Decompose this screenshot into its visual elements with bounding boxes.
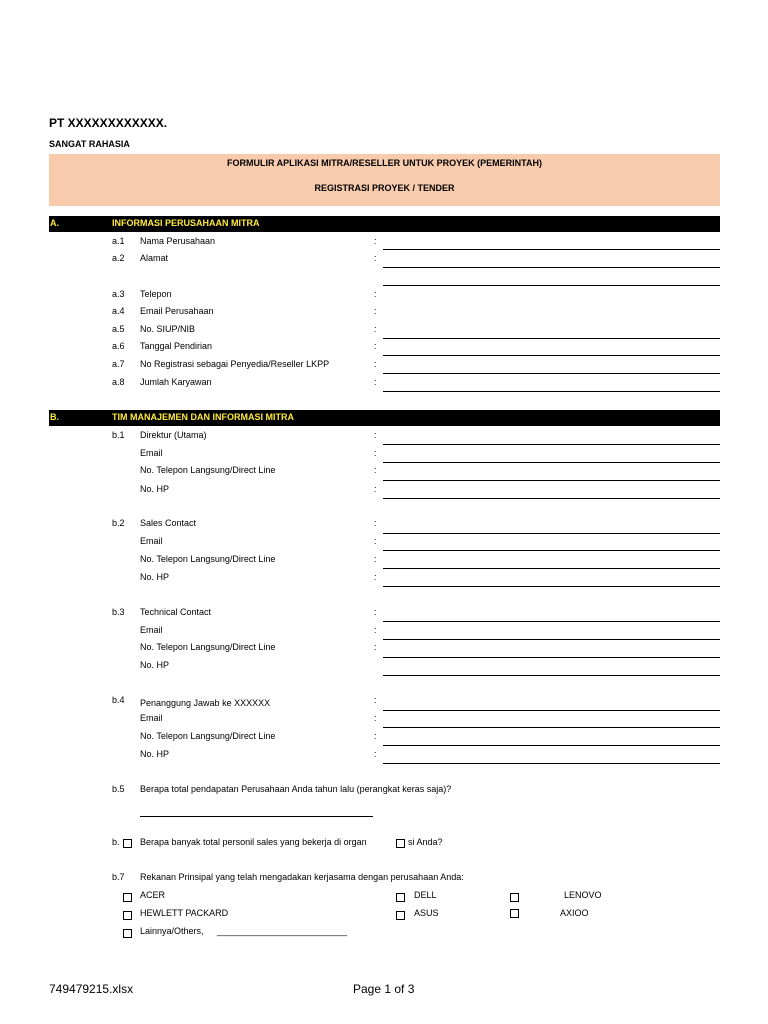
colon: :: [374, 713, 377, 723]
item-number: b.: [112, 837, 120, 847]
sales-contact-direct-line-field[interactable]: [383, 568, 720, 569]
person-in-charge-direct-line-field[interactable]: [383, 745, 720, 746]
field-label-email: Email: [140, 448, 163, 458]
technical-contact-direct-line-field[interactable]: [383, 657, 720, 658]
form-title: FORMULIR APLIKASI MITRA/RESELLER UNTUK PROYEK (PEMERINTAH): [227, 158, 542, 168]
field-label-hp: No. HP: [140, 749, 170, 759]
sales-contact-email-field[interactable]: [383, 550, 720, 551]
colon: :: [374, 572, 377, 582]
company-name: PT XXXXXXXXXXXX.: [49, 116, 168, 130]
colon: :: [374, 253, 377, 263]
technical-contact-email-field[interactable]: [383, 639, 720, 640]
item-number: a.2: [112, 253, 125, 263]
field-label-company-email: Email Perusahaan: [140, 306, 214, 316]
field-label-direct-line: No. Telepon Langsung/Direct Line: [140, 554, 276, 564]
field-label-hp: No. HP: [140, 572, 170, 582]
field-label-direct-line: No. Telepon Langsung/Direct Line: [140, 731, 276, 741]
person-in-charge-name-field[interactable]: [383, 710, 720, 711]
lkpp-registration-field[interactable]: [383, 373, 720, 374]
section-a-letter: A.: [50, 218, 59, 228]
item-number: a.8: [112, 377, 125, 387]
siup-field[interactable]: [383, 338, 720, 339]
field-label-email: Email: [140, 713, 163, 723]
checkbox[interactable]: [123, 839, 132, 848]
item-number: b.1: [112, 430, 125, 440]
field-label-employee-count: Jumlah Karyawan: [140, 377, 212, 387]
footer-page-number: Page 1 of 3: [353, 982, 415, 996]
colon: :: [374, 536, 377, 546]
employee-count-field[interactable]: [383, 391, 720, 392]
colon: :: [374, 324, 377, 334]
field-label-founding-date: Tanggal Pendirian: [140, 341, 213, 351]
field-label-technical-contact: Technical Contact: [140, 607, 212, 617]
sales-contact-name-field[interactable]: [383, 533, 720, 534]
item-number: a.3: [112, 289, 125, 299]
option-dell: DELL: [414, 890, 437, 900]
field-label-address: Alamat: [140, 253, 169, 263]
technical-contact-hp-field[interactable]: [383, 675, 720, 676]
footer-filename: 749479215.xlsx: [49, 982, 134, 996]
colon: :: [374, 377, 377, 387]
field-label-email: Email: [140, 625, 163, 635]
address-field-line-2[interactable]: [383, 285, 720, 286]
confidential-label: SANGAT RAHASIA: [49, 139, 130, 149]
revenue-answer-field[interactable]: [140, 816, 373, 817]
director-name-field[interactable]: [383, 444, 720, 445]
others-answer-field[interactable]: __________________________: [217, 926, 348, 936]
colon: :: [374, 448, 377, 458]
lenovo-checkbox[interactable]: [510, 893, 519, 902]
item-number: b.5: [112, 784, 125, 794]
question-revenue: Berapa total pendapatan Perusahaan Anda tahun lalu (perangkat keras saja)?: [140, 784, 452, 794]
colon: :: [374, 484, 377, 494]
item-number: a.1: [112, 236, 125, 246]
others-checkbox[interactable]: [123, 929, 132, 938]
field-label-company-name: Nama Perusahaan: [140, 236, 216, 246]
item-number: b.4: [112, 695, 125, 705]
sales-contact-hp-field[interactable]: [383, 586, 720, 587]
colon: :: [374, 642, 377, 652]
item-number: b.2: [112, 518, 125, 528]
director-email-field[interactable]: [383, 462, 720, 463]
question-sales-personnel-end: si Anda?: [408, 837, 443, 847]
option-acer: ACER: [140, 890, 166, 900]
colon: :: [374, 236, 377, 246]
item-number: b.7: [112, 872, 125, 882]
address-field-line-1[interactable]: [383, 267, 720, 268]
field-label-hp: No. HP: [140, 484, 170, 494]
dell-checkbox[interactable]: [396, 893, 405, 902]
technical-contact-name-field[interactable]: [383, 621, 720, 622]
colon: :: [374, 607, 377, 617]
colon: :: [374, 430, 377, 440]
item-number: a.4: [112, 306, 125, 316]
axioo-checkbox[interactable]: [510, 909, 519, 918]
form-title-banner: [49, 154, 720, 206]
colon: :: [374, 554, 377, 564]
item-number: a.7: [112, 359, 125, 369]
colon: :: [374, 359, 377, 369]
field-label-sales-contact: Sales Contact: [140, 518, 197, 528]
question-sales-personnel-start: Berapa banyak total personil sales yang bekerja di organ: [140, 837, 367, 847]
field-label-lkpp-registration: No Registrasi sebagai Penyedia/Reseller LKPP: [140, 359, 330, 369]
colon: :: [374, 465, 377, 475]
colon: :: [374, 518, 377, 528]
acer-checkbox[interactable]: [123, 893, 132, 902]
field-label-hp: No. HP: [140, 660, 170, 670]
colon: :: [374, 749, 377, 759]
item-number: a.5: [112, 324, 125, 334]
field-label-siup: No. SIUP/NIB: [140, 324, 196, 334]
section-b-header: [49, 410, 720, 426]
field-label-direct-line: No. Telepon Langsung/Direct Line: [140, 642, 276, 652]
director-hp-field[interactable]: [383, 498, 720, 499]
section-a-header: [49, 216, 720, 232]
section-b-title: TIM MANAJEMEN DAN INFORMASI MITRA: [112, 412, 294, 422]
colon: :: [374, 695, 377, 705]
question-principal-partners: Rekanan Prinsipal yang telah mengadakan kerjasama dengan perusahaan Anda:: [140, 872, 464, 882]
section-b-letter: B.: [50, 412, 59, 422]
company-name-field[interactable]: [383, 249, 720, 250]
hewlett-packard-checkbox[interactable]: [123, 911, 132, 920]
colon: :: [374, 625, 377, 635]
asus-checkbox[interactable]: [396, 911, 405, 920]
colon: :: [374, 731, 377, 741]
option-lenovo: LENOVO: [564, 890, 602, 900]
item-number: b.3: [112, 607, 125, 617]
checkbox[interactable]: [396, 839, 405, 848]
colon: :: [374, 289, 377, 299]
field-label-phone: Telepon: [140, 289, 172, 299]
option-hewlett-packard: HEWLETT PACKARD: [140, 908, 229, 918]
field-label-direct-line: No. Telepon Langsung/Direct Line: [140, 465, 276, 475]
form-subtitle: REGISTRASI PROYEK / TENDER: [314, 183, 455, 193]
option-asus: ASUS: [414, 908, 439, 918]
person-in-charge-hp-field[interactable]: [383, 763, 720, 764]
colon: :: [374, 306, 377, 316]
founding-date-field[interactable]: [383, 355, 720, 356]
director-direct-line-field[interactable]: [383, 480, 720, 481]
field-label-person-in-charge: Penanggung Jawab ke XXXXXX: [140, 698, 271, 708]
option-others: Lainnya/Others,: [140, 926, 204, 936]
item-number: a.6: [112, 341, 125, 351]
colon: :: [374, 341, 377, 351]
option-axioo: AXIOO: [560, 908, 589, 918]
section-a-title: INFORMASI PERUSAHAAN MITRA: [112, 218, 260, 228]
field-label-director: Direktur (Utama): [140, 430, 207, 440]
field-label-email: Email: [140, 536, 163, 546]
person-in-charge-email-field[interactable]: [383, 727, 720, 728]
